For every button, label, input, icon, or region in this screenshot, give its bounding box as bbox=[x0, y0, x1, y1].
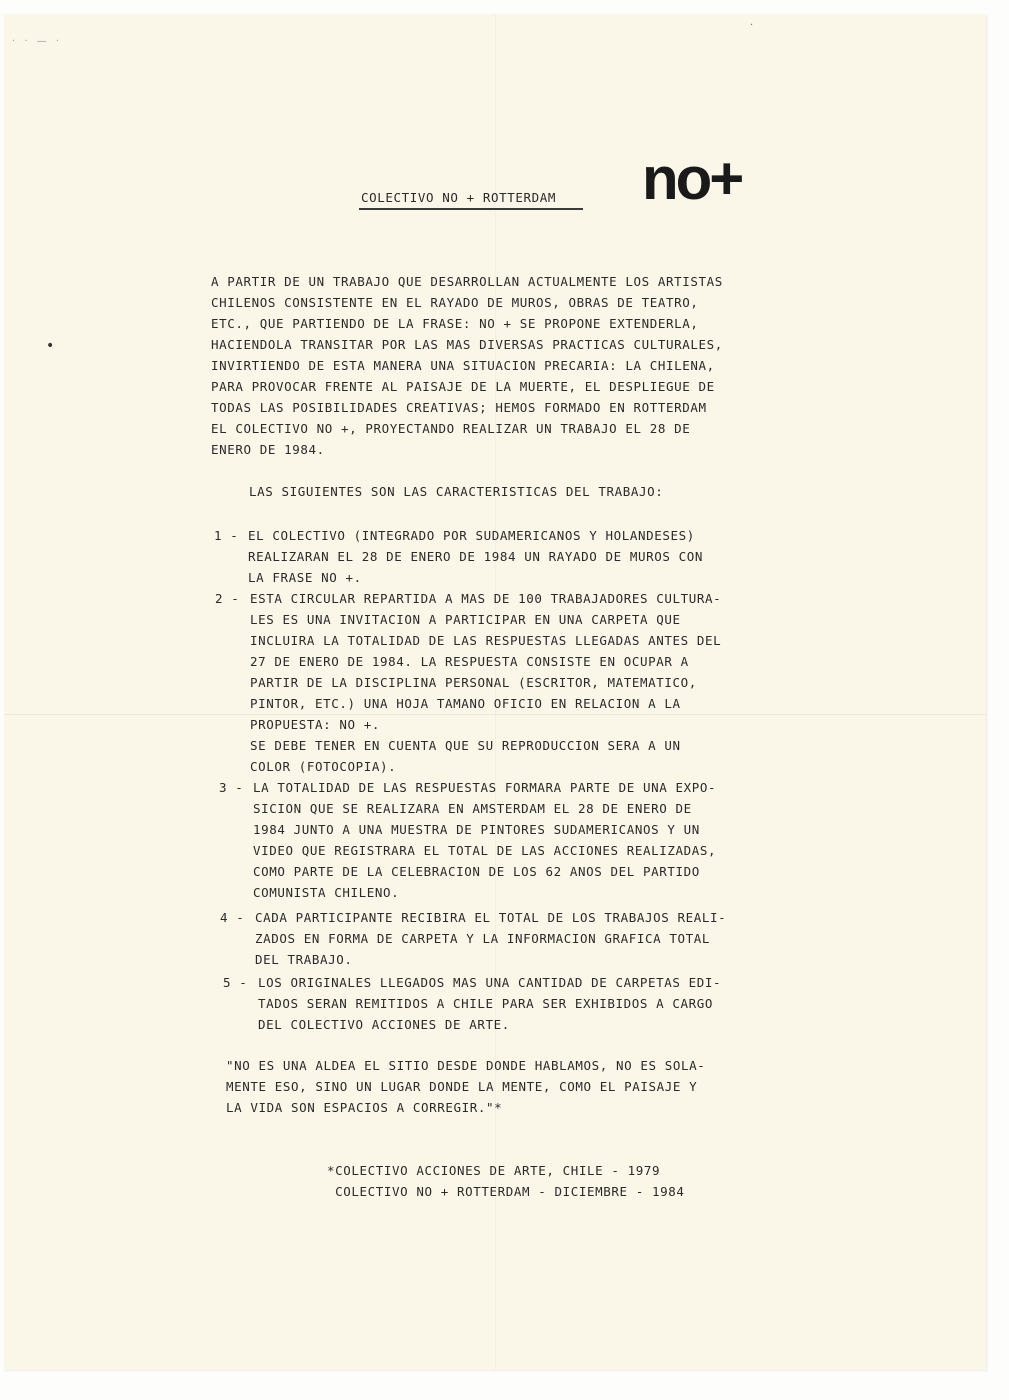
item-number: 5 - bbox=[223, 975, 248, 990]
item-line: COMUNISTA CHILENO. bbox=[253, 885, 400, 900]
item-line: DEL TRABAJO. bbox=[255, 952, 353, 967]
quote-line: LA VIDA SON ESPACIOS A CORREGIR."* bbox=[226, 1100, 503, 1115]
item-number: 4 - bbox=[220, 910, 245, 925]
item-line: PROPUESTA: NO +. bbox=[250, 717, 381, 732]
item-line: 27 DE ENERO DE 1984. LA RESPUESTA CONSISTE EN OCUPAR A bbox=[250, 654, 689, 669]
item-line: PARTIR DE LA DISCIPLINA PERSONAL (ESCRITOR, MATEMATICO, bbox=[250, 675, 697, 690]
item-line: LA FRASE NO +. bbox=[248, 570, 362, 585]
intro-line: ETC., QUE PARTIENDO DE LA FRASE: NO + SE PROPONE EXTENDERLA, bbox=[211, 316, 699, 331]
stray-mark: · bbox=[750, 20, 754, 31]
item-line: COMO PARTE DE LA CELEBRACION DE LOS 62 ANOS DEL PARTIDO bbox=[253, 864, 700, 879]
item-line: VIDEO QUE REGISTRARA EL TOTAL DE LAS ACCIONES REALIZADAS, bbox=[253, 843, 717, 858]
document-title: COLECTIVO NO + ROTTERDAM bbox=[361, 190, 557, 205]
intro-line: HACIENDOLA TRANSITAR POR LAS MAS DIVERSAS PRACTICAS CULTURALES, bbox=[211, 337, 723, 352]
paper-sheet bbox=[4, 14, 986, 1370]
item-number: 2 - bbox=[215, 591, 240, 606]
item-text bbox=[253, 777, 716, 903]
item-line: SICION QUE SE REALIZARA EN AMSTERDAM EL 28 DE ENERO DE bbox=[253, 801, 692, 816]
item-line: TADOS SERAN REMITIDOS A CHILE PARA SER EXHIBIDOS A CARGO bbox=[258, 996, 714, 1011]
item-text bbox=[250, 588, 721, 777]
item-line: ESTA CIRCULAR REPARTIDA A MAS DE 100 TRABAJADORES CULTURA- bbox=[250, 591, 722, 606]
intro-line: EL COLECTIVO NO +, PROYECTANDO REALIZAR UN TRABAJO EL 28 DE bbox=[211, 421, 691, 436]
closing-quote bbox=[226, 1055, 705, 1118]
item-line: COLOR (FOTOCOPIA). bbox=[250, 759, 397, 774]
no-plus-logo: no+ bbox=[642, 145, 742, 212]
quote-line: "NO ES UNA ALDEA EL SITIO DESDE DONDE HABLAMOS, NO ES SOLA- bbox=[226, 1058, 706, 1073]
footer-line: COLECTIVO NO + ROTTERDAM - DICIEMBRE - 1984 bbox=[327, 1184, 685, 1199]
intro-line: PARA PROVOCAR FRENTE AL PAISAJE DE LA MUERTE, EL DESPLIEGUE DE bbox=[211, 379, 715, 394]
item-line: SE DEBE TENER EN CUENTA QUE SU REPRODUCCION SERA A UN bbox=[250, 738, 681, 753]
footer-line: *COLECTIVO ACCIONES DE ARTE, CHILE - 1979 bbox=[327, 1163, 661, 1178]
intro-line: TODAS LAS POSIBILIDADES CREATIVAS; HEMOS FORMADO EN ROTTERDAM bbox=[211, 400, 707, 415]
item-line: LA TOTALIDAD DE LAS RESPUESTAS FORMARA PARTE DE UNA EXPO- bbox=[253, 780, 717, 795]
item-text bbox=[248, 525, 703, 588]
item-text bbox=[255, 907, 726, 970]
item-number: 1 - bbox=[214, 528, 239, 543]
title-underline bbox=[359, 208, 583, 210]
intro-line: A PARTIR DE UN TRABAJO QUE DESARROLLAN ACTUALMENTE LOS ARTISTAS bbox=[211, 274, 723, 289]
item-line: CADA PARTICIPANTE RECIBIRA EL TOTAL DE LOS TRABAJOS REALI- bbox=[255, 910, 727, 925]
pencil-mark: · · — · bbox=[12, 36, 63, 47]
item-line: LOS ORIGINALES LLEGADOS MAS UNA CANTIDAD DE CARPETAS EDI- bbox=[258, 975, 722, 990]
quote-line: MENTE ESO, SINO UN LUGAR DONDE LA MENTE, COMO EL PAISAJE Y bbox=[226, 1079, 698, 1094]
item-line: EL COLECTIVO (INTEGRADO POR SUDAMERICANOS Y HOLANDESES) bbox=[248, 528, 695, 543]
intro-line: INVIRTIENDO DE ESTA MANERA UNA SITUACION PRECARIA: LA CHILENA, bbox=[211, 358, 715, 373]
intro-line: ENERO DE 1984. bbox=[211, 442, 325, 457]
item-line: DEL COLECTIVO ACCIONES DE ARTE. bbox=[258, 1017, 510, 1032]
item-text bbox=[258, 972, 721, 1035]
intro-paragraph bbox=[211, 271, 723, 460]
footer-signature bbox=[327, 1160, 685, 1202]
features-heading: LAS SIGUIENTES SON LAS CARACTERISTICAS DEL TRABAJO: bbox=[249, 484, 664, 499]
item-line: PINTOR, ETC.) UNA HOJA TAMANO OFICIO EN RELACION A LA bbox=[250, 696, 681, 711]
stray-dot: • bbox=[46, 338, 55, 354]
item-line: LES ES UNA INVITACION A PARTICIPAR EN UNA CARPETA QUE bbox=[250, 612, 681, 627]
intro-line: CHILENOS CONSISTENTE EN EL RAYADO DE MUROS, OBRAS DE TEATRO, bbox=[211, 295, 699, 310]
item-line: ZADOS EN FORMA DE CARPETA Y LA INFORMACION GRAFICA TOTAL bbox=[255, 931, 711, 946]
item-number: 3 - bbox=[219, 780, 244, 795]
item-line: 1984 JUNTO A UNA MUESTRA DE PINTORES SUDAMERICANOS Y UN bbox=[253, 822, 700, 837]
item-line: REALIZARAN EL 28 DE ENERO DE 1984 UN RAYADO DE MUROS CON bbox=[248, 549, 704, 564]
item-line: INCLUIRA LA TOTALIDAD DE LAS RESPUESTAS LLEGADAS ANTES DEL bbox=[250, 633, 722, 648]
